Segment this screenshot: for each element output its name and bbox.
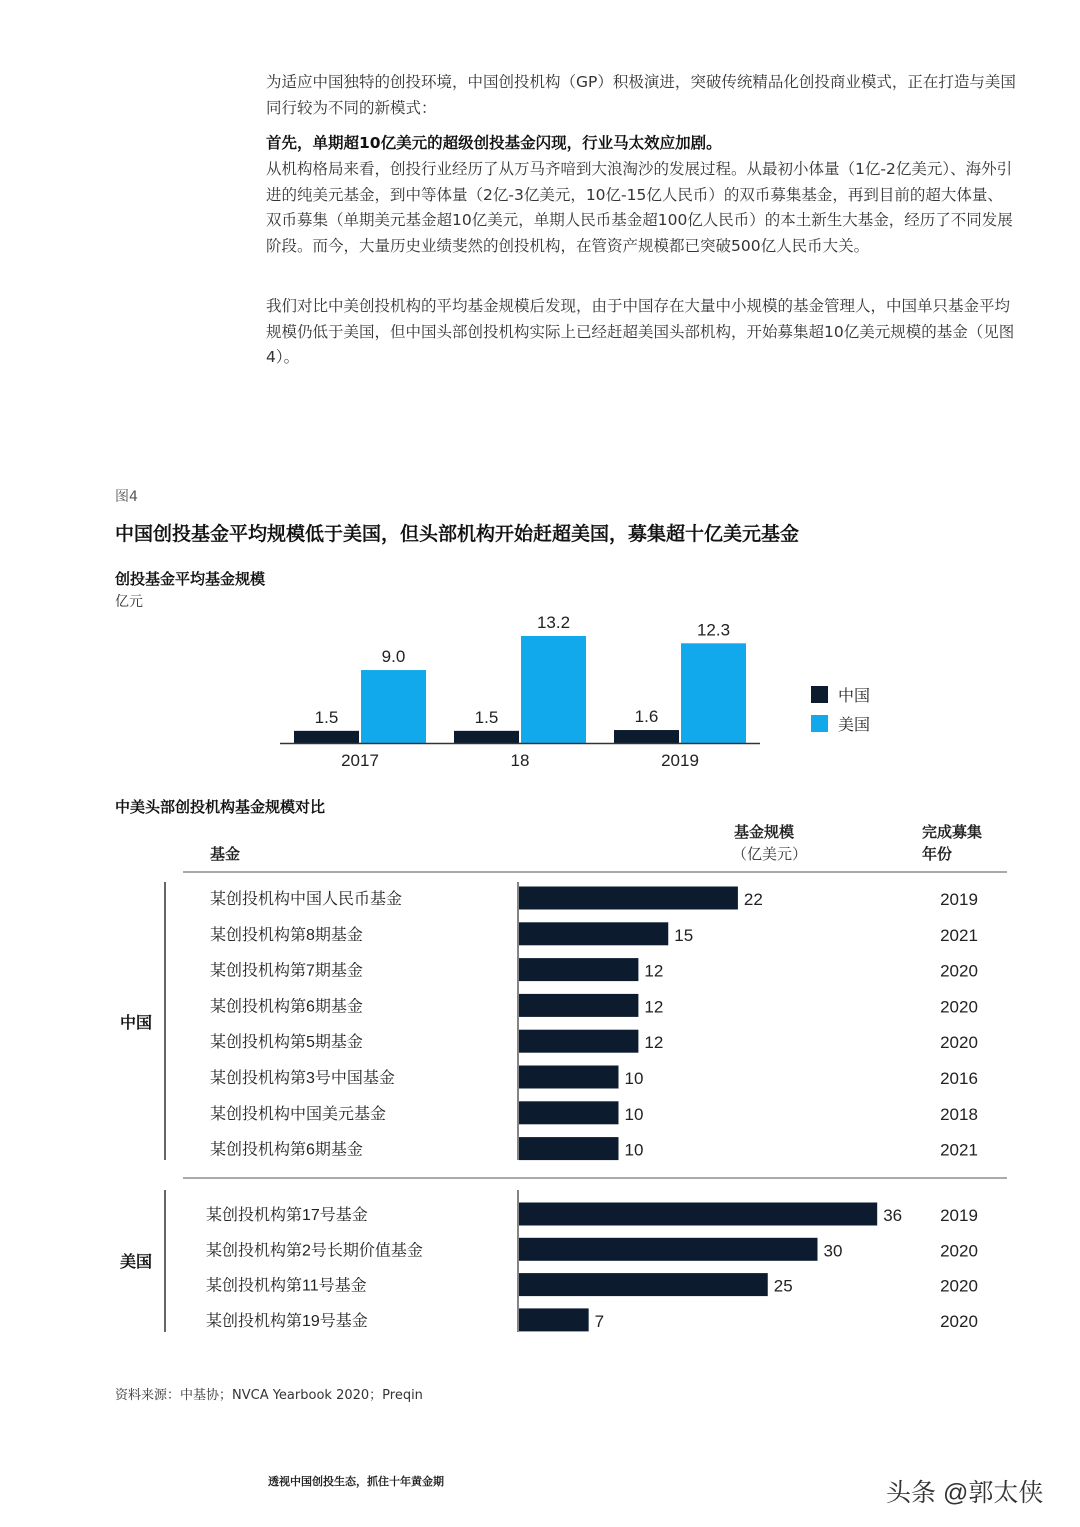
x-tick-label-18: 18	[510, 751, 530, 770]
fund-name: 某创投机构第3号中国基金	[210, 1070, 395, 1087]
group-label-usa: 美国	[119, 1254, 153, 1271]
bar-china-18	[454, 731, 519, 743]
body-paragraph-1: 从机构格局来看，创投行业经历了从万马齐喑到大浪淘沙的发展过程。从最初小体量（1亿-2亿美元）、海外引进的纯美元基金，到中等体量（2亿-3亿美元，10亿-15亿人民币）的双币募集基金，再到目前的超大体量、双币募集（单期美元基金超10亿美元，单期人民币基金超100亿人民币）的本土新生大基金，经历了不同发展阶段。而今，大量历史业绩斐然的创投机构，在管资产规模都已突破500亿人民币大关。	[266, 160, 1013, 255]
body-paragraph-2: 我们对比中美创投机构的平均基金规模后发现，由于中国存在大量中小规模的基金管理人，中国单只基金平均规模仍低于美国，但中国头部创投机构实际上已经赶超美国头部机构，开始募集超10亿美元规模的基金（见图4）。	[266, 297, 1015, 366]
value-label-china-2019: 1.6	[634, 707, 659, 727]
fund-size-bar	[519, 1066, 619, 1089]
fund-name: 某创投机构第6期基金	[210, 1141, 363, 1159]
column-header-year-2: 年份	[922, 845, 953, 863]
bar-usa-18	[521, 636, 586, 743]
fund-size-value: 10	[624, 1104, 644, 1124]
fund-size-value: 10	[624, 1140, 644, 1160]
fund-size-bar	[519, 1203, 877, 1226]
fund-close-year: 2020	[940, 1311, 978, 1331]
bar-usa-2019	[681, 643, 746, 743]
fund-size-bar	[519, 1308, 589, 1331]
fund-size-bar	[519, 1030, 638, 1053]
figure-label: 图4	[115, 489, 138, 505]
fund-size-value: 12	[644, 1033, 664, 1053]
fund-size-value: 12	[644, 961, 664, 981]
fund-size-bar	[519, 958, 638, 981]
column-header-fund: 基金	[210, 845, 241, 863]
highlight-heading: 首先，单期超10亿美元的超级创投基金闪现，行业马太效应加剧。	[266, 134, 722, 152]
bar-china-2017	[294, 731, 359, 743]
fund-size-bar	[519, 994, 638, 1017]
fund-size-value: 25	[773, 1276, 793, 1296]
value-label-usa-2017: 9.0	[381, 647, 406, 667]
page-footer: 透视中国创投生态，抓住十年黄金期	[268, 1475, 444, 1488]
column-header-size: 基金规模	[734, 823, 795, 841]
fund-size-bar	[519, 887, 738, 910]
fund-close-year: 2019	[940, 890, 978, 909]
fund-close-year: 2016	[940, 1069, 978, 1088]
fund-name: 某创投机构第11号基金	[206, 1277, 367, 1295]
fund-size-value: 7	[594, 1311, 605, 1331]
fund-name: 某创投机构第7期基金	[210, 962, 363, 980]
fund-close-year: 2020	[940, 1276, 978, 1296]
fund-close-year: 2021	[940, 925, 978, 945]
fund-size-bar	[519, 1101, 619, 1124]
chart1-title: 创投基金平均基金规模	[115, 570, 266, 588]
fund-close-year: 2020	[940, 1241, 978, 1261]
average-fund-size-chart	[0, 600, 1080, 790]
fund-close-year: 2018	[940, 1104, 978, 1124]
fund-size-value: 10	[624, 1069, 644, 1088]
x-tick-label-2019: 2019	[661, 751, 699, 770]
fund-name: 某创投机构中国美元基金	[210, 1105, 387, 1123]
fund-size-value: 30	[823, 1241, 843, 1261]
fund-name: 某创投机构第19号基金	[206, 1312, 368, 1330]
figure-title: 中国创投基金平均规模低于美国，但头部机构开始赶超美国，募集超十亿美元基金	[115, 523, 800, 545]
fund-name: 某创投机构第8期基金	[210, 926, 363, 944]
fund-close-year: 2019	[940, 1206, 978, 1225]
fund-close-year: 2020	[940, 961, 978, 981]
fund-close-year: 2020	[940, 997, 978, 1017]
legend-swatch-china	[811, 686, 828, 703]
fund-size-value: 15	[674, 925, 694, 945]
fund-size-value: 12	[644, 997, 664, 1017]
bar-china-2019	[614, 730, 679, 743]
fund-name: 某创投机构第6期基金	[210, 998, 363, 1016]
value-label-usa-2019: 12.3	[696, 620, 731, 640]
top-fund-comparison-chart	[0, 860, 1080, 1350]
legend-swatch-usa	[811, 715, 828, 732]
fund-size-bar	[519, 1137, 619, 1160]
chart1-unit: 亿元	[115, 594, 143, 610]
fund-size-value: 36	[883, 1206, 903, 1225]
fund-name: 某创投机构中国人民币基金	[210, 891, 403, 908]
value-label-china-2017: 1.5	[314, 707, 339, 727]
fund-name: 某创投机构第5期基金	[210, 1034, 363, 1052]
fund-size-bar	[519, 1273, 768, 1296]
fund-size-bar	[519, 922, 668, 945]
intro-paragraph: 为适应中国独特的创投环境，中国创投机构（GP）积极演进，突破传统精品化创投商业模式，正在打造与美国同行较为不同的新模式：	[266, 73, 1016, 117]
x-tick-label-2017: 2017	[341, 751, 379, 770]
chart2-title: 中美头部创投机构基金规模对比	[115, 798, 326, 816]
fund-close-year: 2021	[940, 1140, 978, 1160]
column-header-size-unit: （亿美元）	[732, 845, 808, 863]
bar-usa-2017	[361, 670, 426, 743]
fund-name: 某创投机构第2号长期价值基金	[206, 1242, 423, 1260]
fund-close-year: 2020	[940, 1033, 978, 1053]
legend-label-usa: 美国	[838, 717, 871, 734]
source-note: 资料来源：中基协；NVCA Yearbook 2020；Preqin	[115, 1388, 423, 1403]
value-label-usa-18: 13.2	[536, 613, 571, 632]
column-header-year: 完成募集	[922, 823, 983, 841]
group-label-china: 中国	[119, 1015, 153, 1032]
fund-size-bar	[519, 1238, 818, 1261]
watermark: 头条 @郭太侠	[886, 1479, 1044, 1507]
value-label-china-18: 1.5	[474, 707, 499, 727]
fund-size-value: 22	[743, 890, 763, 909]
legend-label-china: 中国	[838, 688, 871, 705]
fund-name: 某创投机构第17号基金	[206, 1207, 368, 1224]
